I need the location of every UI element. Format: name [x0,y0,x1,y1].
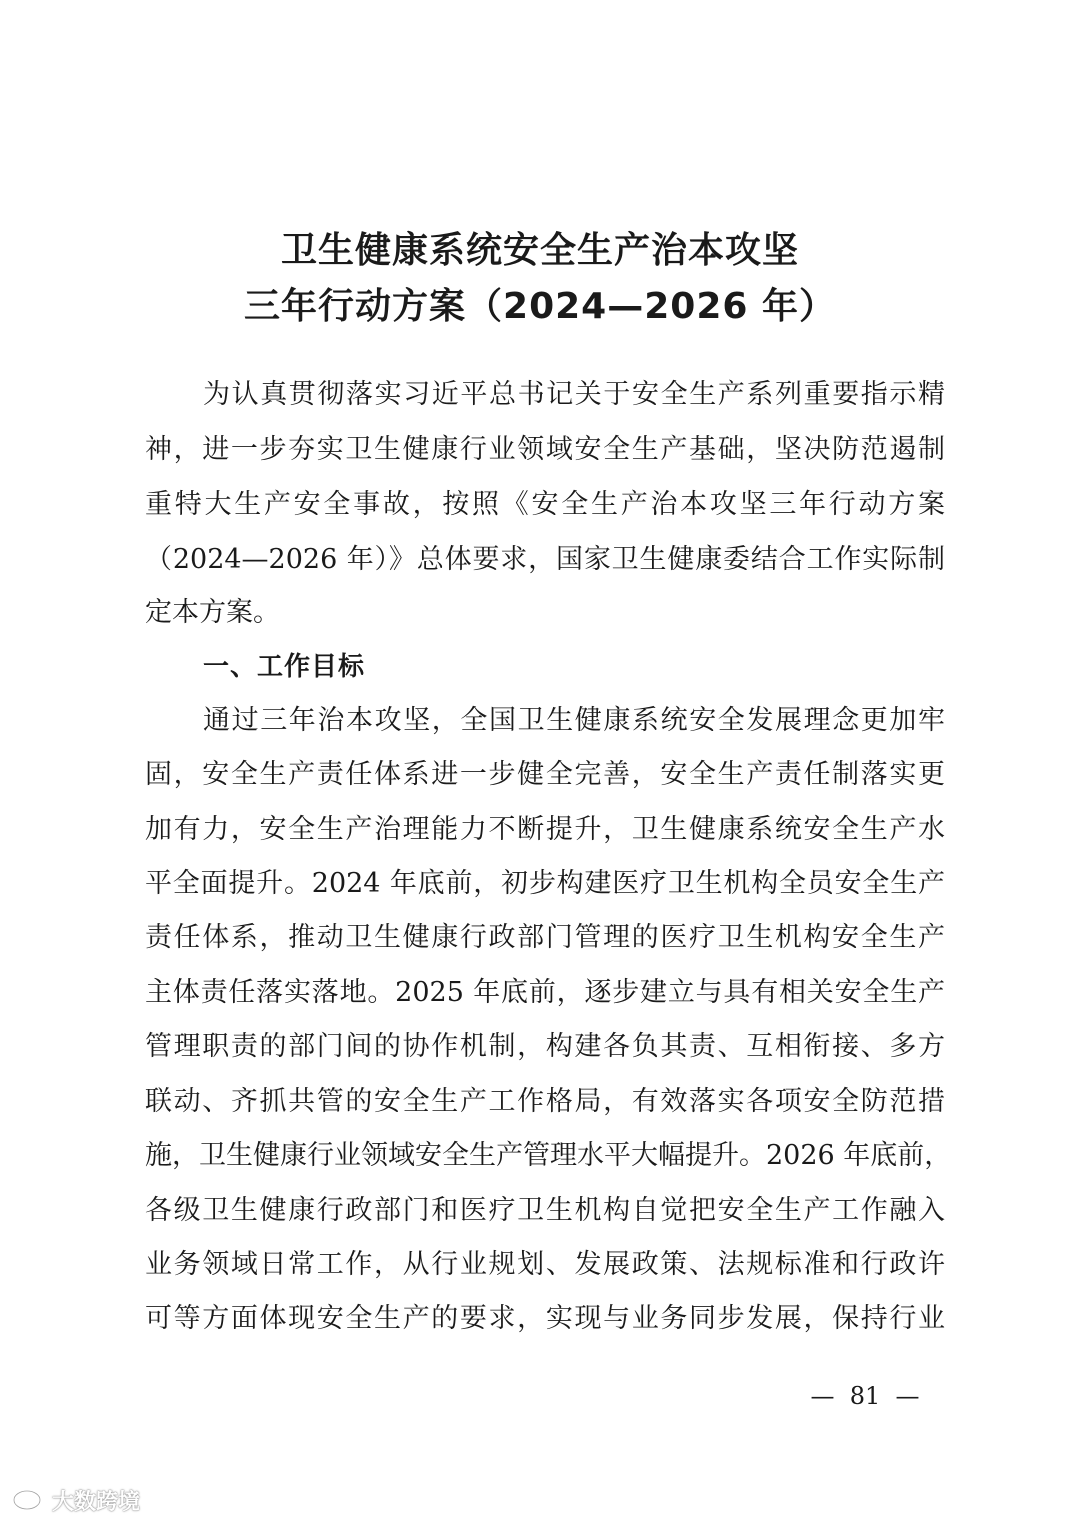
section1-line: 管理职责的部门间的协作机制，构建各负其责、互相衔接、多方 [145,1031,945,1062]
intro-line: 神，进一步夯实卫生健康行业领域安全生产基础，坚决防范遏制 [145,434,945,465]
document-title-line-1: 卫生健康系统安全生产治本攻坚 [280,230,799,271]
page-number: — 81 — [810,1382,920,1410]
section1-line: 固，安全生产责任体系进一步健全完善，安全生产责任制落实更 [145,759,945,790]
section1-line: 施，卫生健康行业领域安全生产管理水平大幅提升。2026 年底前， [145,1140,952,1171]
weibo-logo-icon [12,1483,48,1517]
section1-line: 平全面提升。2024 年底前，初步构建医疗卫生机构全员安全生产 [145,868,945,899]
intro-line: 为认真贯彻落实习近平总书记关于安全生产系列重要指示精 [203,379,945,410]
section1-line: 各级卫生健康行政部门和医疗卫生机构自觉把安全生产工作融入 [145,1195,945,1226]
intro-line: 定本方案。 [145,597,280,628]
section1-line: 责任体系，推动卫生健康行政部门管理的医疗卫生机构安全生产 [145,922,945,953]
section1-line: 可等方面体现安全生产的要求，实现与业务同步发展，保持行业 [145,1303,945,1334]
section1-line: 通过三年治本攻坚，全国卫生健康系统安全发展理念更加牢 [203,705,945,736]
intro-line: 重特大生产安全事故，按照《安全生产治本攻坚三年行动方案 [145,489,945,520]
section1-line: 主体责任落实落地。2025 年底前，逐步建立与具有相关安全生产 [145,977,945,1008]
intro-line: （2024—2026 年）》总体要求，国家卫生健康委结合工作实际制 [145,544,945,575]
section-heading-work-goals: 一、工作目标 [203,652,366,682]
section1-line: 加有力，安全生产治理能力不断提升，卫生健康系统安全生产水 [145,814,945,845]
document-title-line-2: 三年行动方案（2024—2026 年） [244,286,836,327]
section1-line: 业务领域日常工作，从行业规划、发展政策、法规标准和行政许 [145,1249,945,1280]
watermark-text: 大数跨境 [52,1489,141,1515]
section1-line: 联动、齐抓共管的安全生产工作格局，有效落实各项安全防范措 [145,1086,945,1117]
watermark [12,1483,140,1517]
